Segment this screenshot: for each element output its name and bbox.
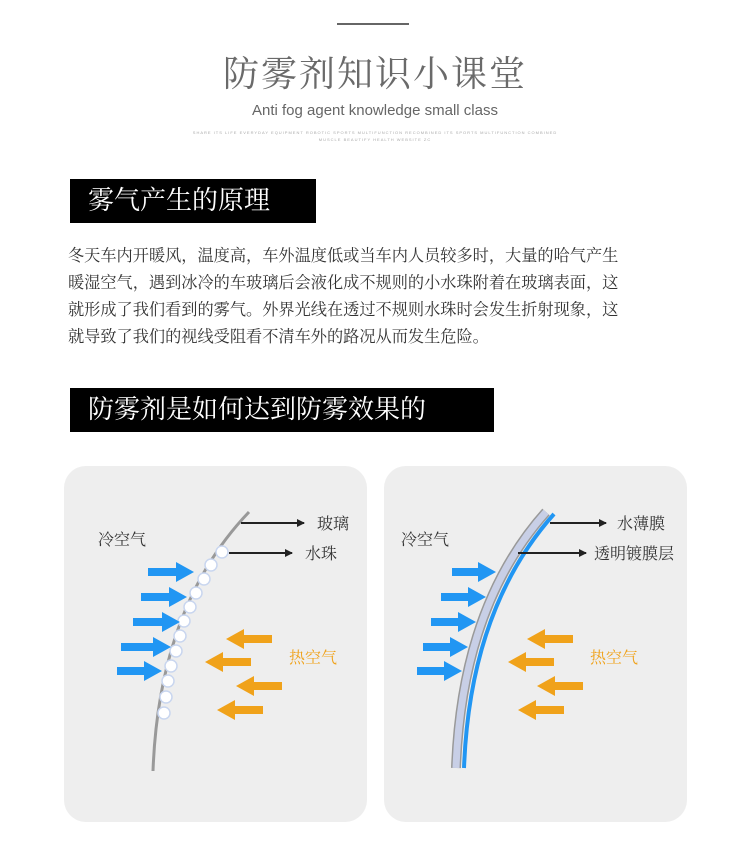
fog-principle-text [68, 242, 682, 350]
label-hot-air: 热空气 [590, 648, 639, 667]
diagram-untreated-glass [64, 466, 367, 822]
diagram-treated-glass [384, 466, 687, 822]
section-title-fog-principle: 雾气产生的原理 [70, 179, 316, 223]
hot-air-arrows [205, 629, 282, 720]
text-line: 暖湿空气，遇到冰冷的车玻璃后会液化成不规则的小水珠附着在玻璃表面，这 [68, 273, 619, 292]
diagram-right-svg [384, 466, 687, 822]
hot-air-arrows [508, 629, 583, 720]
diagram-left-svg [64, 466, 367, 822]
label-cold-air: 冷空气 [98, 530, 147, 549]
label-glass: 玻璃 [317, 514, 350, 533]
decorative-micro-text: SHARE ITS LIFE EVERYDAY EQUIPMENT ROBOTIC SPORTS MULTIFUNCTION RECOMBINED ITS SPORTS MULTIFUNCTION COMBINED [192, 130, 558, 135]
page-title: 防雾剂知识小课堂 [222, 54, 527, 95]
text-line: 就形成了我们看到的雾气。外界光线在透过不规则水珠时会发生折射现象，这 [68, 300, 619, 319]
label-droplets: 水珠 [305, 544, 338, 563]
label-hot-air: 热空气 [289, 648, 338, 667]
section-title-antifog-effect: 防雾剂是如何达到防雾效果的 [70, 388, 494, 432]
text-line: 就导致了我们的视线受阻看不清车外的路况从而发生危险。 [68, 327, 489, 346]
label-coating: 透明镀膜层 [594, 544, 675, 563]
label-cold-air: 冷空气 [401, 530, 450, 549]
top-rule [337, 23, 409, 25]
text-line: 冬天车内开暖风，温度高，车外温度低或当车内人员较多时，大量的哈气产生 [68, 246, 619, 265]
label-water-film: 水薄膜 [617, 514, 666, 533]
page-subtitle: Anti fog agent knowledge small class [252, 102, 498, 119]
decorative-micro-text-2: MUSCLE BEAUTIFY HEALTH WEBSITE ZC [318, 137, 432, 142]
